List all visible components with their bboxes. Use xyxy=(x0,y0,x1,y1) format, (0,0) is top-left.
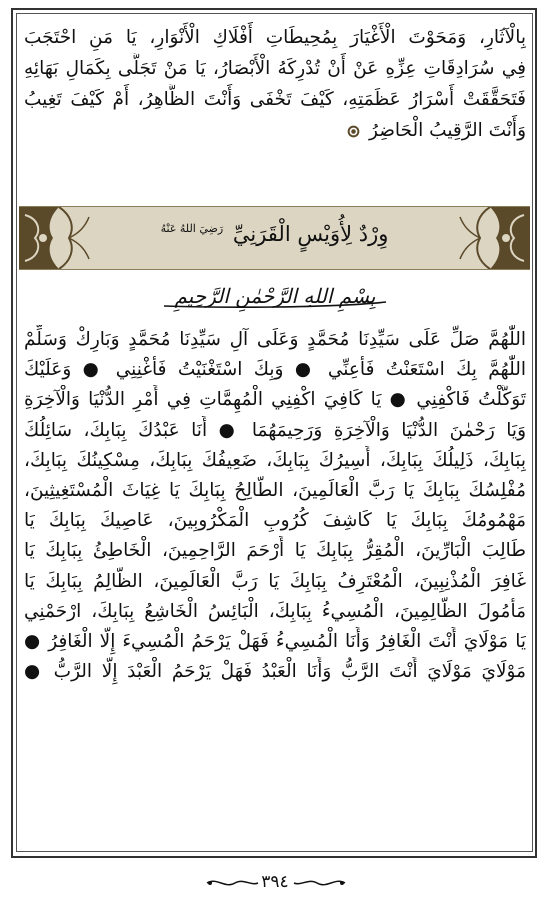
text-line: مَأْمُولَ الظَّالِمِينَ، الْمُسِيءُ بِبَابِكَ، الْبَائِسُ الْخَاشِعُ بِبَابِكَ، ارْحَمْنِي xyxy=(24,600,526,622)
text-line: مَهْمُومُكَ بِبَابِكَ يَا كَاشِفَ كُرُوبِ الْمَكْرُوبِينَ، عَاصِيكَ بِبَابِكَ يَا xyxy=(24,510,526,532)
body-paragraph xyxy=(24,325,526,687)
section-title xyxy=(19,222,530,246)
basmala: بِسْمِ اللهِ الرَّحْمٰنِ الرَّحِيمِ xyxy=(174,284,376,308)
text-line: فَتَحَقَّقَتْ أَسْرَارُ عَظَمَتِهِ، كَيْفَ تَخْفَى وَأَنْتَ الظَّاهِرُ، أَمْ كَيْفَ تَغِيبُ xyxy=(24,89,526,110)
top-paragraph xyxy=(24,22,526,146)
title-banner xyxy=(19,206,530,270)
text-line: بِبَابِكَ، ذَلِيلُكَ بِبَابِكَ، أَسِيرُكَ بِبَابِكَ، ضَعِيفُكَ بِبَابِكَ، مِسْكِينُكَ بِبَابِكَ، xyxy=(24,449,526,471)
text-line: مَوْلَايَ مَوْلَايَ أَنْتَ الرَّبُّ وَأَنَا الْعَبْدُ فَهَلْ يَرْحَمُ الْعَبْدَ إِلَّا الرَّبُّ ● xyxy=(24,661,526,683)
text-line: غَافِرَ الْمُذْنِبِينَ، الْمُعْتَرِفُ بِبَابِكَ يَا رَبَّ الْعَالَمِينَ، الظَّالِمُ بِبَابِكَ يَا xyxy=(24,570,526,592)
text-line: وَيَا رَحْمٰنَ الدُّنْيَا وَالْآخِرَةِ وَرَحِيمَهُمَا ● أَنَا عَبْدُكَ بِبَابِكَ، سَائِلُكَ xyxy=(24,419,526,441)
rosette-icon xyxy=(347,125,360,138)
text-line: تَوَكَّلْتُ فَاكْفِنِي ● يَا كَافِيَ اكْفِنِي الْمُهِمَّاتِ فِي أَمْرِ الدُّنْيَا وَالْآخِرَةِ xyxy=(24,389,526,411)
text-line: مُفْلِسُكَ بِبَابِكَ يَا رَبَّ الْعَالَمِينَ، الطَّالِحُ بِبَابِكَ يَا غِيَاثَ الْمُسْتَغِيثِينَ، xyxy=(24,479,526,501)
text-line: يَا مَوْلَايَ أَنْتَ الْغَافِرُ وَأَنَا الْمُسِيءُ فَهَلْ يَرْحَمُ الْمُسِيءَ إِلَّا الْغَافِرُ ● xyxy=(24,630,526,652)
text-line: فِي سُرَادِقَاتِ عِزِّهِ عَنْ أَنْ تُدْرِكَهُ الْأَبْصَارُ، يَا مَنْ تَجَلَّى بِكَمَالِ بَهَائِهِ xyxy=(24,58,526,79)
text-line: اللّٰهُمَّ صَلِّ عَلَى سَيِّدِنَا مُحَمَّدٍ وَعَلَى آلِ سَيِّدِنَا مُحَمَّدٍ وَبَارِكْ وَسَلِّمْ xyxy=(24,329,526,350)
text-line: بِالْآثَارِ، وَمَحَوْتَ الْأَغْيَارَ بِمُحِيطَاتِ أَفْلَاكِ الْأَنْوَارِ، يَا مَنِ احْتَجَبَ xyxy=(24,27,526,48)
honorific: رَضِيَ اللهُ عَنْهُ xyxy=(160,222,224,235)
text-segment: وَأَنْتَ الرَّقِيبُ الْحَاضِرُ xyxy=(369,120,526,141)
page-number: ٣٩٤ xyxy=(261,872,289,892)
text-line: طَالِبَ الْبَارِّينَ، الْمُقِرُّ بِبَابِكَ يَا أَرْحَمَ الرَّاحِمِينَ، الْخَاطِئُ بِبَابِكَ يَا xyxy=(24,540,526,562)
text-line-final xyxy=(24,115,526,146)
text-line: اللّٰهُمَّ بِكَ اسْتَعَنْتُ فَأَعِنِّي ● وَبِكَ اسْتَغْنَيْتُ فَأَغْنِنِي ● وَعَلَيْكَ xyxy=(24,359,526,381)
page-footer xyxy=(0,872,550,892)
section-title-text: وِرْدٌ لِأُوَيْسٍ الْقَرَنِيِّ xyxy=(232,222,389,246)
